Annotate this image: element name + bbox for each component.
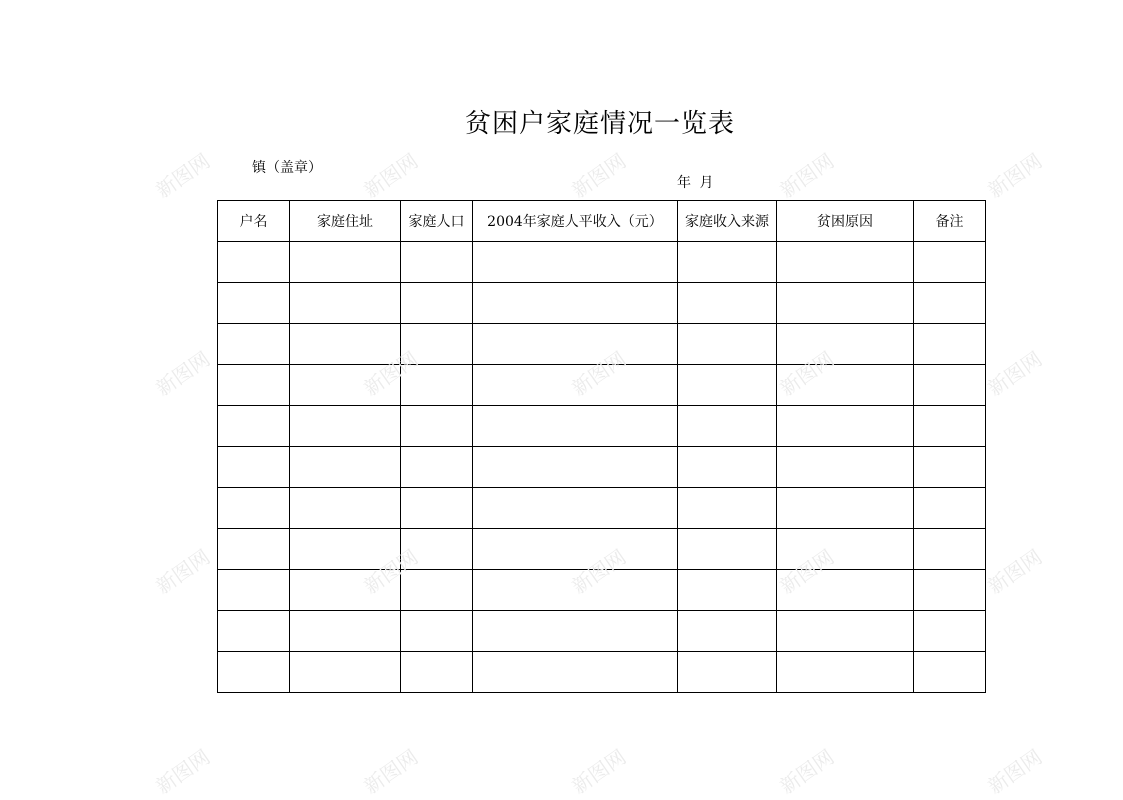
table-body xyxy=(218,242,986,693)
table-cell[interactable] xyxy=(777,570,914,611)
table-cell[interactable] xyxy=(473,324,678,365)
watermark: 新图网 xyxy=(983,744,1047,799)
table-cell[interactable] xyxy=(218,488,290,529)
table-cell[interactable] xyxy=(678,447,777,488)
watermark: 新图网 xyxy=(359,148,423,203)
table-cell[interactable] xyxy=(290,570,401,611)
watermark: 新图网 xyxy=(151,544,215,599)
table-cell[interactable] xyxy=(401,488,473,529)
table-row xyxy=(218,324,986,365)
watermark: 新图网 xyxy=(567,346,631,401)
table-cell[interactable] xyxy=(678,611,777,652)
watermark: 新图网 xyxy=(775,346,839,401)
table-cell[interactable] xyxy=(218,324,290,365)
table-cell[interactable] xyxy=(401,283,473,324)
table-cell[interactable] xyxy=(290,406,401,447)
header-population: 家庭人口 xyxy=(401,201,473,242)
table-cell[interactable] xyxy=(401,652,473,693)
table-cell[interactable] xyxy=(401,365,473,406)
table-cell[interactable] xyxy=(777,652,914,693)
table-cell[interactable] xyxy=(914,242,986,283)
watermark: 新图网 xyxy=(359,346,423,401)
table-cell[interactable] xyxy=(290,283,401,324)
town-seal-label: 镇（盖章） xyxy=(252,160,322,176)
header-income-per-capita: 2004年家庭人平收入（元） xyxy=(473,201,678,242)
watermark: 新图网 xyxy=(151,346,215,401)
table-row xyxy=(218,283,986,324)
table-cell[interactable] xyxy=(914,529,986,570)
table-cell[interactable] xyxy=(218,406,290,447)
table-cell[interactable] xyxy=(678,488,777,529)
watermark: 新图网 xyxy=(151,744,215,799)
table-row xyxy=(218,652,986,693)
table-cell[interactable] xyxy=(777,242,914,283)
table-cell[interactable] xyxy=(678,406,777,447)
table-cell[interactable] xyxy=(290,365,401,406)
table-row xyxy=(218,611,986,652)
table-cell[interactable] xyxy=(777,324,914,365)
table-cell[interactable] xyxy=(473,488,678,529)
watermark: 新图网 xyxy=(775,544,839,599)
watermark: 新图网 xyxy=(567,744,631,799)
table-cell[interactable] xyxy=(401,611,473,652)
table-cell[interactable] xyxy=(218,242,290,283)
table-cell[interactable] xyxy=(290,447,401,488)
table-cell[interactable] xyxy=(218,365,290,406)
table-cell[interactable] xyxy=(914,488,986,529)
table-cell[interactable] xyxy=(473,529,678,570)
table-cell[interactable] xyxy=(290,611,401,652)
table-cell[interactable] xyxy=(290,488,401,529)
table-cell[interactable] xyxy=(218,611,290,652)
table-cell[interactable] xyxy=(473,365,678,406)
table-cell[interactable] xyxy=(914,283,986,324)
table-cell[interactable] xyxy=(473,611,678,652)
table-row xyxy=(218,242,986,283)
table-header-row xyxy=(218,201,986,242)
table-cell[interactable] xyxy=(914,365,986,406)
table-cell[interactable] xyxy=(678,652,777,693)
date-label: 年 月 xyxy=(677,175,714,191)
table-cell[interactable] xyxy=(914,570,986,611)
watermark: 新图网 xyxy=(983,346,1047,401)
table-row xyxy=(218,570,986,611)
table-cell[interactable] xyxy=(401,242,473,283)
table-row xyxy=(218,529,986,570)
table-cell[interactable] xyxy=(914,406,986,447)
header-address: 家庭住址 xyxy=(290,201,401,242)
table-cell[interactable] xyxy=(777,611,914,652)
watermark: 新图网 xyxy=(983,544,1047,599)
watermark: 新图网 xyxy=(359,544,423,599)
watermark: 新图网 xyxy=(151,148,215,203)
table-cell[interactable] xyxy=(914,652,986,693)
table-cell[interactable] xyxy=(678,529,777,570)
table-row xyxy=(218,406,986,447)
table-cell[interactable] xyxy=(290,652,401,693)
table-cell[interactable] xyxy=(777,447,914,488)
watermark: 新图网 xyxy=(567,544,631,599)
watermark: 新图网 xyxy=(775,744,839,799)
table-cell[interactable] xyxy=(473,242,678,283)
table-row xyxy=(218,365,986,406)
table-cell[interactable] xyxy=(473,652,678,693)
table-row xyxy=(218,488,986,529)
table-cell[interactable] xyxy=(473,283,678,324)
table-cell[interactable] xyxy=(401,447,473,488)
watermark: 新图网 xyxy=(775,148,839,203)
table-cell[interactable] xyxy=(218,529,290,570)
header-household-name: 户名 xyxy=(218,201,290,242)
table-cell[interactable] xyxy=(678,283,777,324)
header-remarks: 备注 xyxy=(914,201,986,242)
table-cell[interactable] xyxy=(290,242,401,283)
table-cell[interactable] xyxy=(473,570,678,611)
header-poverty-reason: 贫困原因 xyxy=(777,201,914,242)
table-cell[interactable] xyxy=(401,570,473,611)
table-cell[interactable] xyxy=(218,652,290,693)
table-cell[interactable] xyxy=(678,324,777,365)
table-cell[interactable] xyxy=(290,529,401,570)
table-cell[interactable] xyxy=(777,529,914,570)
table-cell[interactable] xyxy=(678,365,777,406)
table-cell[interactable] xyxy=(218,283,290,324)
table-cell[interactable] xyxy=(401,406,473,447)
table-cell[interactable] xyxy=(401,324,473,365)
table-cell[interactable] xyxy=(914,447,986,488)
table-cell[interactable] xyxy=(290,324,401,365)
table-cell[interactable] xyxy=(678,242,777,283)
table-cell[interactable] xyxy=(777,283,914,324)
page-title: 贫困户家庭情况一览表 xyxy=(464,109,735,139)
table-cell[interactable] xyxy=(777,488,914,529)
table-cell[interactable] xyxy=(777,365,914,406)
poverty-household-table xyxy=(217,200,986,693)
table-cell[interactable] xyxy=(218,447,290,488)
table-cell[interactable] xyxy=(218,570,290,611)
table-cell[interactable] xyxy=(777,406,914,447)
table-cell[interactable] xyxy=(473,406,678,447)
table-cell[interactable] xyxy=(473,447,678,488)
table-row xyxy=(218,447,986,488)
header-income-source: 家庭收入来源 xyxy=(678,201,777,242)
table-cell[interactable] xyxy=(678,570,777,611)
table-cell[interactable] xyxy=(401,529,473,570)
table-cell[interactable] xyxy=(914,611,986,652)
watermark: 新图网 xyxy=(359,744,423,799)
watermark: 新图网 xyxy=(983,148,1047,203)
table-cell[interactable] xyxy=(914,324,986,365)
watermark: 新图网 xyxy=(567,148,631,203)
